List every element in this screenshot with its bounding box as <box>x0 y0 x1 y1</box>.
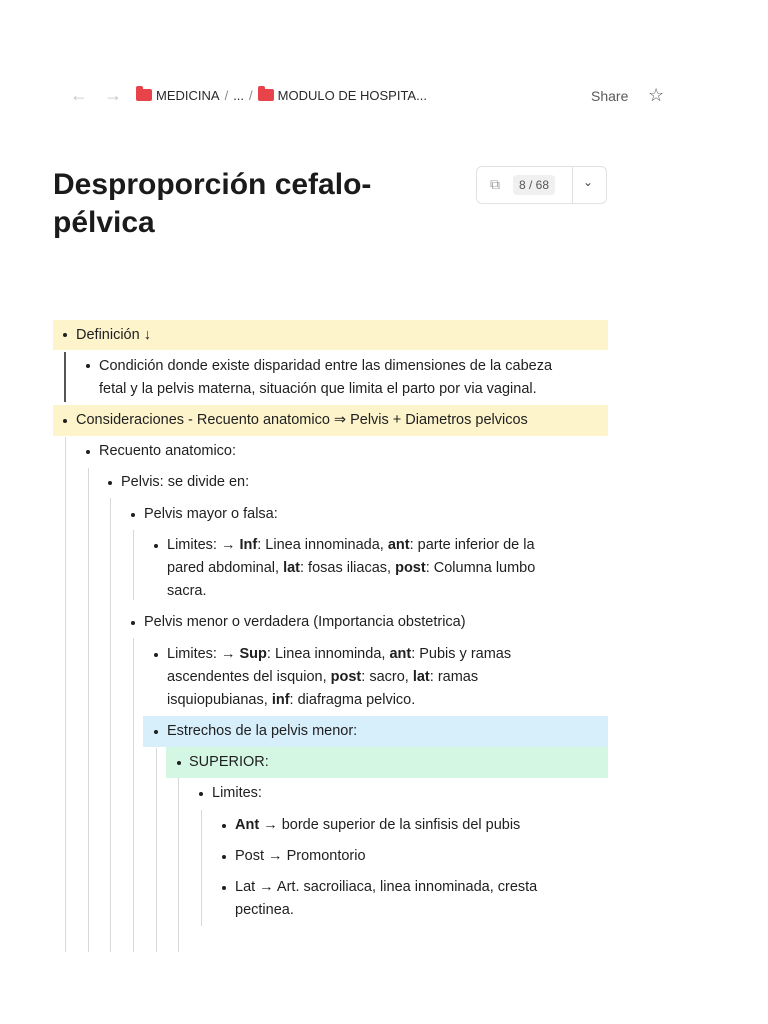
indent-guide <box>201 810 202 926</box>
bullet <box>131 513 135 517</box>
list-item-pelvis-menor: Pelvis menor o verdadera (Importancia obstetrica) <box>144 614 466 630</box>
indent-guide <box>65 437 66 952</box>
bullet <box>86 364 90 368</box>
indent-guide <box>88 468 89 952</box>
bullet <box>131 621 135 625</box>
indent-guide <box>156 748 157 952</box>
breadcrumb-item-modulo[interactable]: MODULO DE HOSPITA... <box>258 88 427 103</box>
indent-guide <box>110 498 111 952</box>
star-icon[interactable]: ☆ <box>648 85 665 105</box>
bullet <box>177 761 181 765</box>
list-item-limites-menor: Limites: → Sup: Linea innominda, ant: Pubis y ramas ascendentes del isquion, post: sacro, lat: ramas isquiopubianas, inf: diafragma pelvico. <box>167 646 512 708</box>
breadcrumb-item-medicina[interactable]: MEDICINA <box>136 88 220 103</box>
breadcrumb-ellipsis[interactable]: ... <box>233 88 245 103</box>
duplicate-icon: ⧉ <box>490 176 500 192</box>
list-item-ant: Ant → borde superior de la sinfisis del pubis <box>235 817 521 833</box>
indent-guide <box>133 638 134 952</box>
list-item-limites: Limites: <box>212 785 262 801</box>
folder-icon <box>258 89 274 101</box>
bullet <box>154 730 158 734</box>
list-item-lat: Lat → Art. sacroiliaca, linea innominada, cresta pectinea. <box>235 879 538 918</box>
list-item-recuento: Recuento anatomico: <box>99 443 237 459</box>
chevron-down-icon[interactable]: ⌄ <box>583 175 594 189</box>
bullet <box>222 886 226 890</box>
toggle-guide-line <box>64 352 66 402</box>
counter-divider <box>572 167 573 203</box>
breadcrumb-separator: / <box>224 88 229 103</box>
list-item-estrechos: Estrechos de la pelvis menor: <box>167 723 358 739</box>
breadcrumb <box>136 86 427 106</box>
bullet <box>86 450 90 454</box>
counter-value: 8 / 68 <box>513 175 555 195</box>
indent-guide <box>178 778 179 952</box>
list-item-pelvis-mayor: Pelvis mayor o falsa: <box>144 506 278 522</box>
bullet <box>63 419 67 423</box>
folder-icon <box>136 89 152 101</box>
bullet <box>63 333 67 337</box>
share-button[interactable]: Share <box>591 88 629 104</box>
bullet <box>199 792 203 796</box>
bullet <box>108 481 112 485</box>
list-item-pelvis: Pelvis: se divide en: <box>121 474 250 490</box>
bullet <box>154 653 158 657</box>
indent-guide <box>133 530 134 600</box>
breadcrumb-separator: / <box>249 88 253 103</box>
forward-arrow-icon[interactable]: → <box>104 85 122 105</box>
list-item-definicion[interactable]: Definición ↓ <box>76 327 151 343</box>
list-item-limites-mayor: Limites: → Inf: Linea innominada, ant: parte inferior de la pared abdominal, lat: fosas iliacas, post: Columna lumbo sacra. <box>167 537 536 599</box>
bullet <box>222 824 226 828</box>
list-item-consideraciones: Consideraciones - Recuento anatomico ⇒ Pelvis + Diametros pelvicos <box>76 412 528 428</box>
list-item-superior: SUPERIOR: <box>189 754 269 770</box>
bullet <box>222 855 226 859</box>
bullet <box>154 544 158 548</box>
block-counter[interactable] <box>476 166 607 204</box>
back-arrow-icon[interactable]: ← <box>70 85 88 105</box>
list-item-post: Post → Promontorio <box>235 848 366 864</box>
page-title: Desproporción cefalo- pélvica <box>53 168 372 239</box>
list-item-condicion: Condición donde existe disparidad entre las dimensiones de la cabeza fetal y la pelvis materna, situación que limita el parto por via vaginal. <box>99 358 553 397</box>
